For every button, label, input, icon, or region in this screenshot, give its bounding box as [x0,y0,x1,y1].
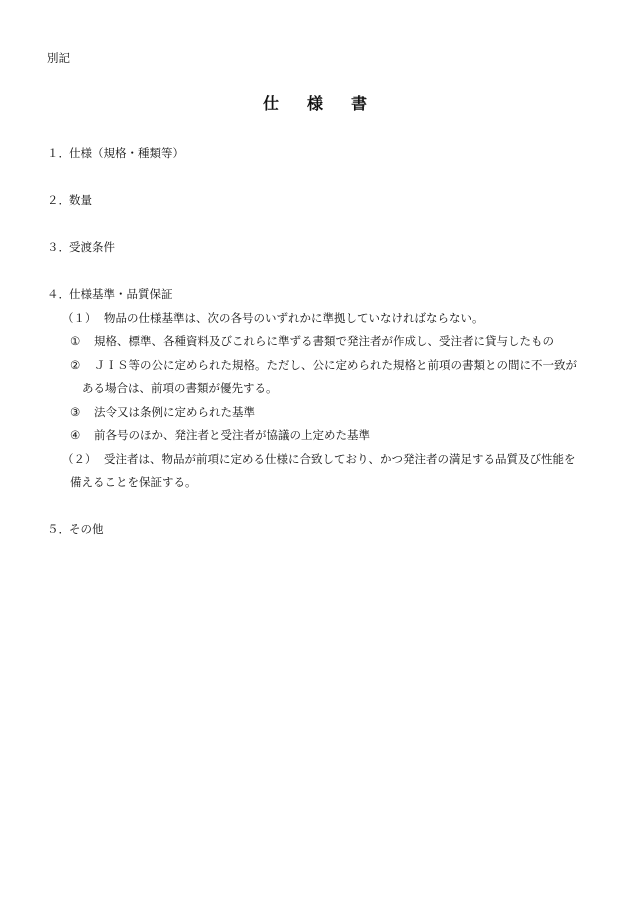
section-number: ５． [47,522,70,536]
item-2 [70,360,577,372]
clause-text: 受注者は、物品が前項に定める仕様に合致しており、かつ発注者の満足する品質及び性能を [104,452,576,466]
clause-marker: （１） [62,311,97,325]
item-3 [70,407,255,419]
clause-marker: （２） [62,452,97,466]
item-1 [70,336,554,348]
section-2 [47,195,92,207]
item-marker: ④ [70,428,81,442]
clause-text: 物品の仕様基準は、次の各号のいずれかに準拠していなければならない。 [104,311,484,325]
item-text: 前各号のほか、発注者と受注者が協議の上定めた基準 [94,428,370,442]
section-4 [47,289,173,301]
clause-1 [62,313,484,325]
section-number: ２． [47,193,70,207]
item-marker: ③ [70,405,81,419]
item-text: 法令又は条例に定められた基準 [94,405,255,419]
section-3 [47,242,115,254]
clause-2-continuation: 備えることを保証する。 [70,475,197,489]
item-4 [70,430,370,442]
section-1 [47,148,184,160]
clause-2 [62,454,576,466]
section-heading: その他 [69,522,104,536]
item-text: ＪＩＳ等の公に定められた規格。ただし、公に定められた規格と前項の書類との間に不一致が [94,358,577,372]
item-marker: ① [70,334,81,348]
page-title: 仕様書 [262,94,395,113]
item-text: 規格、標準、各種資料及びこれらに準ずる書類で発注者が作成し、受注者に貸与したもの [94,334,554,348]
section-number: １． [47,146,70,160]
section-heading: 仕様基準・品質保証 [69,287,173,301]
section-number: ４． [47,287,70,301]
section-heading: 数量 [69,193,92,207]
section-heading: 受渡条件 [69,240,115,254]
section-5 [47,524,104,536]
item-2-continuation: ある場合は、前項の書類が優先する。 [82,381,278,395]
item-marker: ② [70,358,81,372]
section-heading: 仕様（規格・種類等） [69,146,184,160]
section-number: ３． [47,240,70,254]
annex-label: 別記 [47,51,70,65]
